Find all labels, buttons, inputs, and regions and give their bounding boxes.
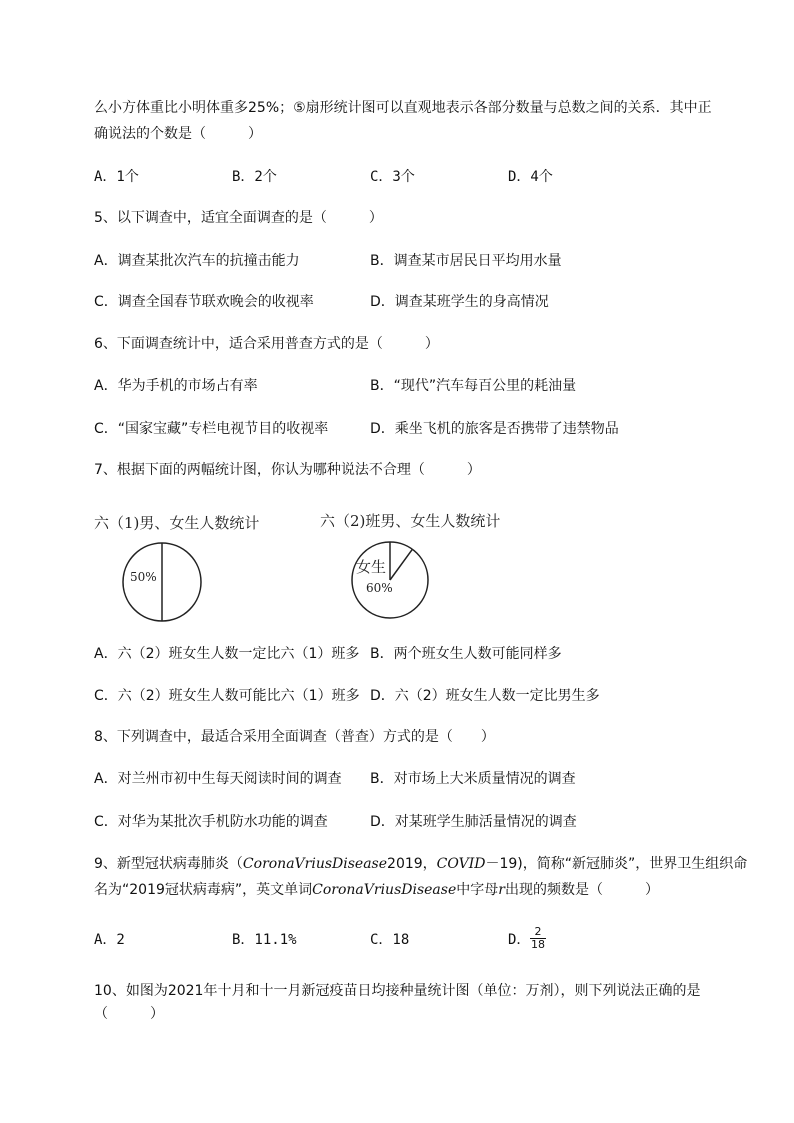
- q8-stem: 8、下列调查中，最适合采用全面调查（普查）方式的是（ ）: [94, 729, 495, 745]
- q6-option-c: C．“国家宝藏”专栏电视节目的收视率: [94, 421, 329, 437]
- q9-option-b: B．11.1%: [232, 932, 297, 948]
- q9-text-c: 2019，: [387, 856, 437, 872]
- q9-text-g: 中字母: [456, 882, 499, 898]
- pie-chart-class1: [112, 532, 212, 632]
- q9-term-covid: COVID: [436, 856, 486, 872]
- q10-stem-line1: 10、如图为2021年十月和十一月新冠疫苗日均接种量统计图（单位：万剂），则下列说法正确的是: [94, 983, 701, 999]
- q9-option-a: A．2: [94, 932, 125, 948]
- q9-stem-line1: [94, 854, 747, 874]
- q9-option-d: D．: [508, 932, 531, 948]
- fraction-denominator: 18: [531, 938, 545, 951]
- q5-option-a: A．调查某批次汽车的抗撞击能力: [94, 253, 300, 269]
- q9-term-corona: CoronaVriusDisease: [242, 856, 388, 872]
- pie2-label-girls: 女生: [356, 558, 387, 576]
- q9-text-f: 名为“2019冠状病毒病”，英文单词: [94, 882, 313, 898]
- q10-stem-line2: （ ）: [94, 1006, 164, 1022]
- q8-option-c: C．对华为某批次手机防水功能的调查: [94, 814, 328, 830]
- q9-option-d-fraction: [530, 926, 546, 951]
- q4-option-b: B．2个: [232, 169, 277, 185]
- q6-option-a: A．华为手机的市场占有率: [94, 378, 258, 394]
- fraction-numerator: 2: [530, 926, 546, 939]
- q4-text-line2: 确说法的个数是（ ）: [94, 126, 262, 142]
- q9-option-c: C．18: [370, 932, 410, 948]
- q5-option-d: D．调查某班学生的身高情况: [370, 294, 549, 310]
- q6-stem: 6、下面调查统计中，适合采用普查方式的是（ ）: [94, 336, 439, 352]
- q9-text-a: 9、新型冠状病毒肺炎（: [94, 856, 243, 872]
- q8-option-d: D．对某班学生肺活量情况的调查: [370, 814, 577, 830]
- pie1-title: 六（1)男、女生人数统计: [94, 514, 260, 532]
- q5-option-b: B．调查某市居民日平均用水量: [370, 253, 562, 269]
- q7-stem: 7、根据下面的两幅统计图，你认为哪种说法不合理（ ）: [94, 462, 481, 478]
- pie2-label-60: 60%: [366, 581, 393, 595]
- q4-option-c: C．3个: [370, 169, 415, 185]
- q4-text-line1: 么小方体重比小明体重多25%；⑤扇形统计图可以直观地表示各部分数量与总数之间的关系．其中正: [94, 100, 712, 116]
- pie1-label-50: 50%: [130, 570, 157, 584]
- q8-option-b: B．对市场上大米质量情况的调查: [370, 771, 576, 787]
- q9-text-h: 出现的频数是（ ）: [504, 882, 659, 898]
- q6-option-b: B．“现代”汽车每百公里的耗油量: [370, 378, 577, 394]
- pie-chart-class2: [340, 530, 440, 630]
- q5-stem: 5、以下调查中，适宜全面调查的是（ ）: [94, 210, 383, 226]
- q8-option-a: A．对兰州市初中生每天阅读时间的调查: [94, 771, 342, 787]
- q7-option-b: B．两个班女生人数可能同样多: [370, 646, 562, 662]
- pie2-title: 六（2)班男、女生人数统计: [320, 512, 501, 530]
- q7-option-a: A．六（2）班女生人数一定比六（1）班多: [94, 646, 360, 662]
- q4-option-a: A．1个: [94, 169, 139, 185]
- q7-option-c: C．六（2）班女生人数可能比六（1）班多: [94, 688, 360, 704]
- q9-text-e: －19)，简称“新冠肺炎”，世界卫生组织命: [485, 856, 748, 872]
- q5-option-c: C．调查全国春节联欢晚会的收视率: [94, 294, 314, 310]
- q9-term-corona-2: CoronaVriusDisease: [312, 882, 457, 898]
- q7-option-d: D．六（2）班女生人数一定比男生多: [370, 688, 600, 704]
- q9-stem-line2: [94, 880, 659, 900]
- q6-option-d: D．乘坐飞机的旅客是否携带了违禁物品: [370, 421, 619, 437]
- q4-option-d: D．4个: [508, 169, 553, 185]
- q9-letter-r: r: [498, 882, 505, 898]
